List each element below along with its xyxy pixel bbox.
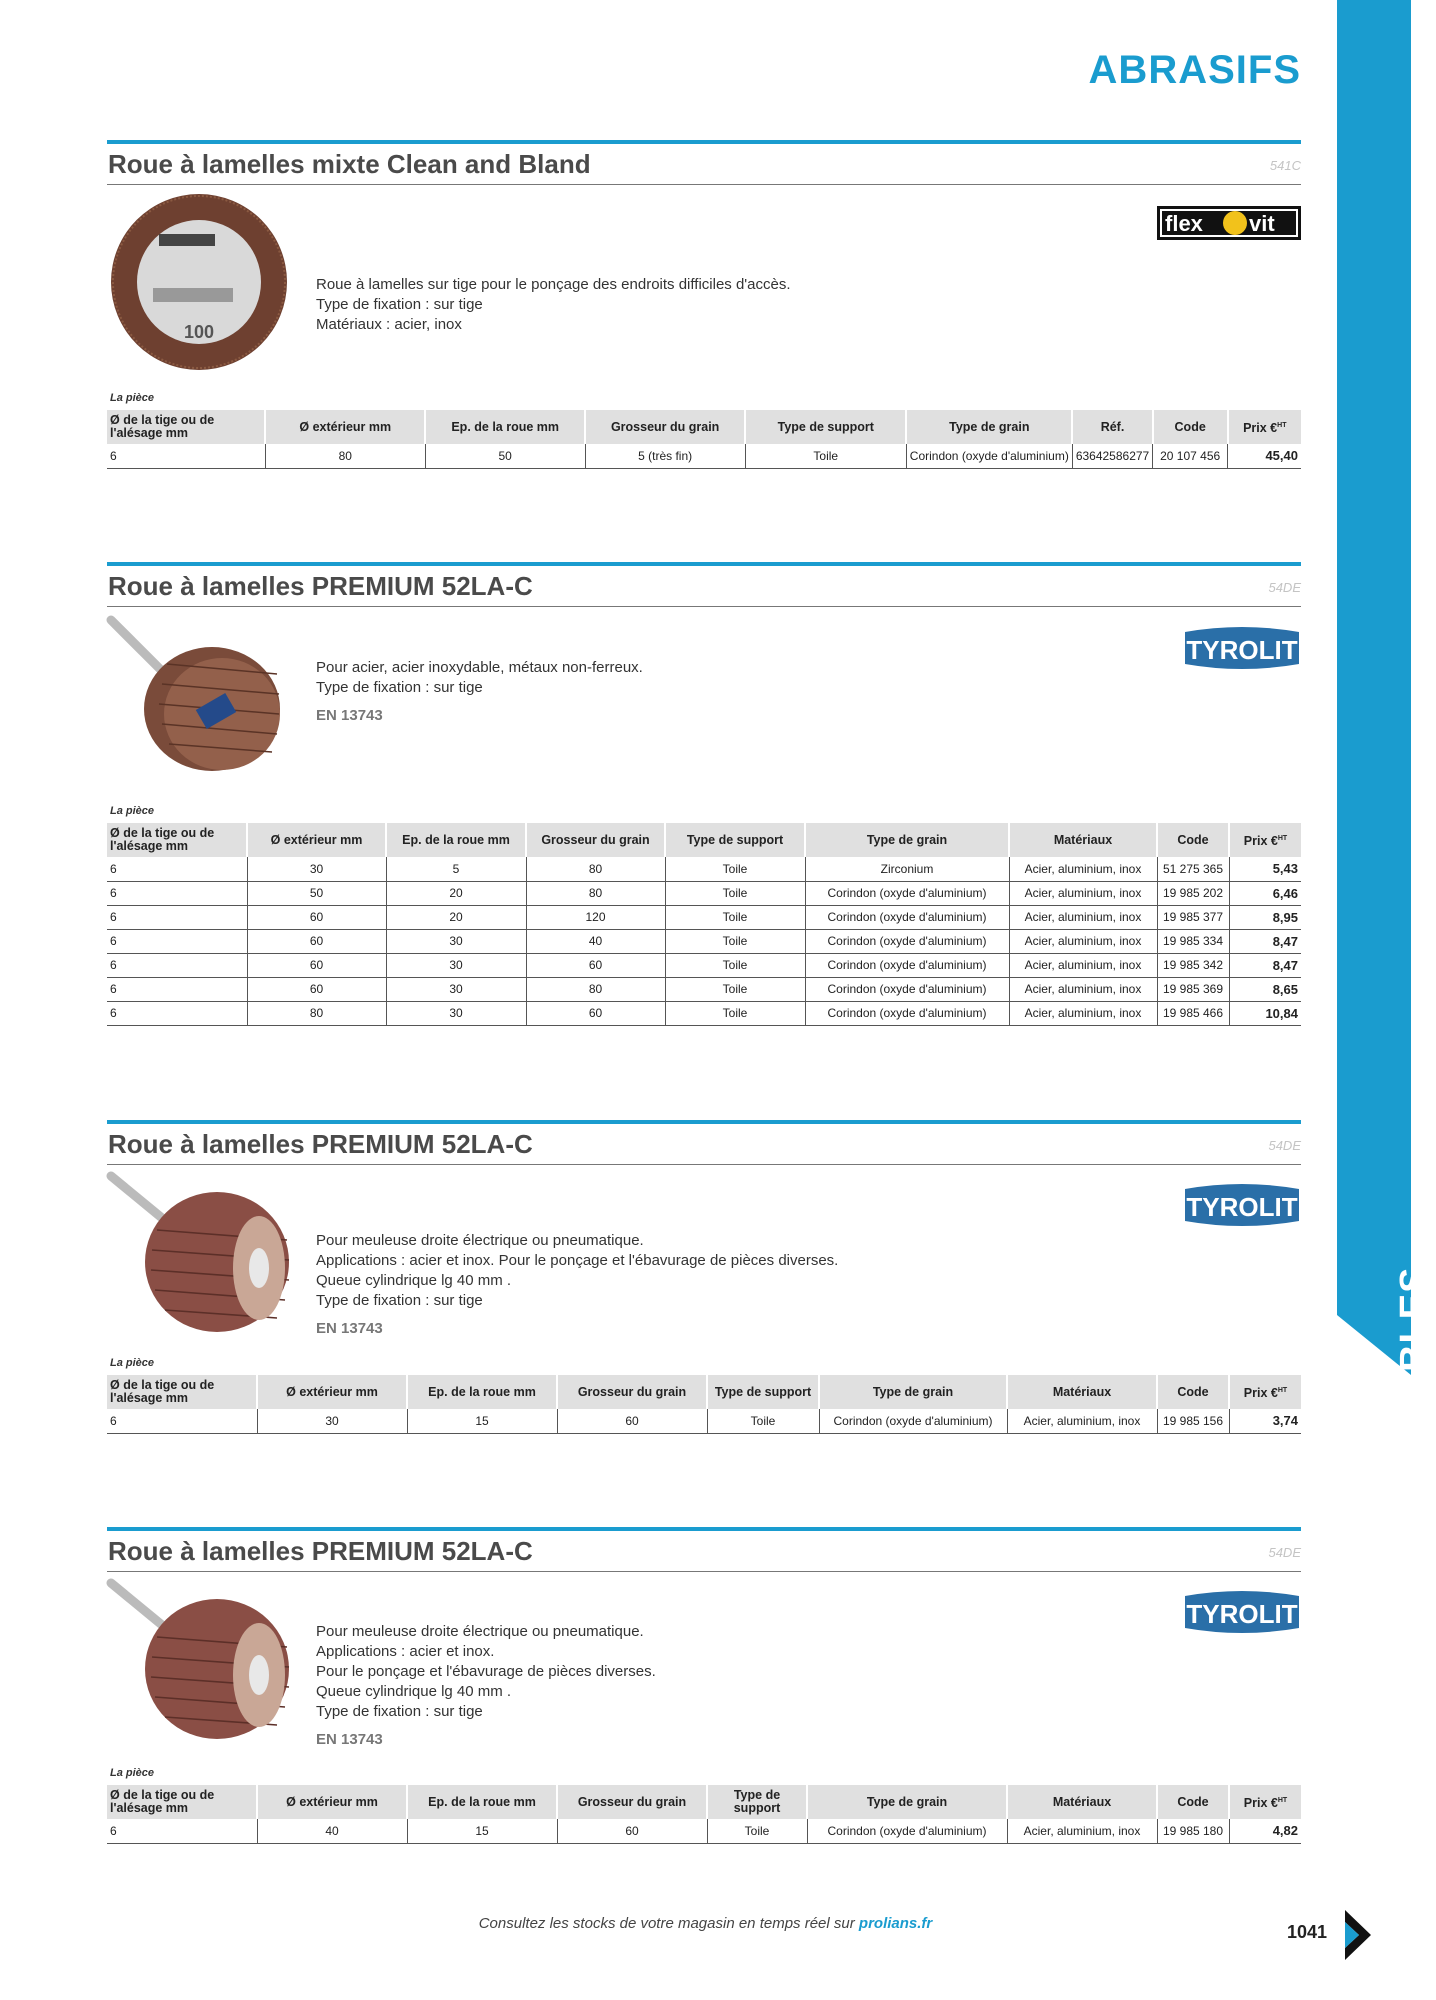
col-header: Ø de la tige ou de l'alésage mm — [107, 823, 247, 857]
cell: 19 985 202 — [1157, 881, 1229, 905]
standard-label: EN 13743 — [316, 1731, 383, 1748]
product-description — [316, 1622, 656, 1750]
footer-note — [0, 1915, 1411, 1932]
unit-label: La pièce — [110, 392, 155, 404]
standard-label: EN 13743 — [316, 1320, 383, 1337]
product-description — [316, 1231, 838, 1339]
cell: 20 107 456 — [1153, 444, 1228, 468]
svg-text:flex: flex — [1165, 211, 1203, 236]
cell: 6 — [107, 929, 247, 953]
cell: Zirconium — [805, 857, 1009, 881]
cell: 80 — [526, 977, 665, 1001]
col-header: Type de support — [707, 1375, 819, 1409]
cell: 6 — [107, 881, 247, 905]
cell: 30 — [386, 1001, 526, 1025]
product-section-4 — [107, 1527, 1301, 1867]
cell: Toile — [665, 929, 805, 953]
cell: 19 985 342 — [1157, 953, 1229, 977]
table-row — [107, 1001, 1301, 1025]
col-header: Matériaux — [1007, 1375, 1157, 1409]
col-header: Type de grain — [805, 823, 1009, 857]
cell: 60 — [557, 1819, 707, 1843]
cell: 30 — [247, 857, 386, 881]
table-row — [107, 857, 1301, 881]
cell: 19 985 377 — [1157, 905, 1229, 929]
table-row — [107, 953, 1301, 977]
flap-wheel-image — [109, 192, 289, 372]
standard-label: EN 13743 — [316, 707, 383, 724]
cell: 60 — [247, 977, 386, 1001]
page-number: 1041 — [1286, 1922, 1327, 1942]
section-code: 54DE — [1268, 1545, 1301, 1560]
cell: 19 985 180 — [1157, 1819, 1229, 1843]
section-header — [107, 144, 1301, 185]
product-section-1 — [107, 140, 1301, 480]
cell: 5 — [386, 857, 526, 881]
desc-line: Pour meuleuse droite électrique ou pneumatique. — [316, 1623, 644, 1640]
col-header: Ø de la tige ou de l'alésage mm — [107, 410, 265, 444]
product-table — [107, 1375, 1301, 1434]
col-header: Ep. de la roue mm — [407, 1375, 557, 1409]
product-table — [107, 410, 1301, 469]
cell: 40 — [526, 929, 665, 953]
cell: 6 — [107, 977, 247, 1001]
brand-text: TYROLIT — [1186, 1599, 1298, 1629]
cell: 80 — [247, 1001, 386, 1025]
col-header: Ep. de la roue mm — [386, 823, 526, 857]
product-table — [107, 823, 1301, 1026]
cell: Corindon (oxyde d'aluminium) — [805, 881, 1009, 905]
cell: Corindon (oxyde d'aluminium) — [805, 1001, 1009, 1025]
col-header: Prix €$^{HT}$ — [1229, 1375, 1301, 1409]
table-row — [107, 881, 1301, 905]
col-header: Type de grain — [819, 1375, 1007, 1409]
cell: 19 985 369 — [1157, 977, 1229, 1001]
tyrolit-logo — [1183, 626, 1301, 672]
cell: 30 — [386, 977, 526, 1001]
page-title: ABRASIFS — [1088, 48, 1301, 92]
desc-line: Type de fixation : sur tige — [316, 1292, 483, 1309]
cell: 120 — [526, 905, 665, 929]
cell: Corindon (oxyde d'aluminium) — [805, 953, 1009, 977]
cell: Acier, aluminium, inox — [1007, 1819, 1157, 1843]
product-section-3 — [107, 1120, 1301, 1450]
cell: 19 985 466 — [1157, 1001, 1229, 1025]
section-code: 54DE — [1268, 580, 1301, 595]
desc-line: Pour le ponçage et l'ébavurage de pièces diverses. — [316, 1663, 656, 1680]
section-title: Roue à lamelles PREMIUM 52LA-C — [108, 571, 533, 601]
col-header: Type de support — [745, 410, 906, 444]
product-description — [316, 275, 791, 335]
cell: 60 — [247, 929, 386, 953]
col-header: Type de support — [707, 1785, 807, 1819]
cell: 6 — [107, 905, 247, 929]
unit-label: La pièce — [110, 1767, 155, 1779]
price-cell: 6,46 — [1229, 881, 1301, 905]
col-header: Matériaux — [1007, 1785, 1157, 1819]
cell: 30 — [386, 953, 526, 977]
col-header: Réf. — [1072, 410, 1152, 444]
cell: 40 — [257, 1819, 407, 1843]
cell: 60 — [247, 905, 386, 929]
cell: Acier, aluminium, inox — [1009, 977, 1157, 1001]
cell: Acier, aluminium, inox — [1007, 1409, 1157, 1433]
cell: Toile — [665, 977, 805, 1001]
col-header: Ø extérieur mm — [265, 410, 425, 444]
desc-line: Applications : acier et inox. — [316, 1643, 495, 1660]
cell: 6 — [107, 857, 247, 881]
flap-wheel-image — [107, 614, 287, 784]
col-header: Code — [1157, 1785, 1229, 1819]
col-header: Grosseur du grain — [526, 823, 665, 857]
flap-wheel-image — [107, 1170, 297, 1345]
cell: 15 — [407, 1409, 557, 1433]
cell: Acier, aluminium, inox — [1009, 905, 1157, 929]
price-cell: 4,82 — [1229, 1819, 1301, 1843]
col-header: Type de grain — [807, 1785, 1007, 1819]
cell: 60 — [526, 1001, 665, 1025]
cell: 5 (très fin) — [585, 444, 745, 468]
sidebar-label: CONSOMMABLES — [1393, 1266, 1435, 1610]
section-header — [107, 566, 1301, 607]
desc-line: Pour acier, acier inoxydable, métaux non-ferreux. — [316, 659, 643, 676]
cell: Toile — [665, 881, 805, 905]
cell: Acier, aluminium, inox — [1009, 881, 1157, 905]
table-row — [107, 1819, 1301, 1843]
price-cell: 10,84 — [1229, 1001, 1301, 1025]
cell: Corindon (oxyde d'aluminium) — [805, 977, 1009, 1001]
col-header: Prix €$^{HT}$ — [1229, 823, 1301, 857]
cell: 50 — [425, 444, 585, 468]
section-header — [107, 1531, 1301, 1572]
svg-text:vit: vit — [1249, 211, 1275, 236]
desc-line: Queue cylindrique lg 40 mm . — [316, 1683, 512, 1700]
sidebar-tab — [1337, 0, 1411, 1315]
price-cell: 3,74 — [1229, 1409, 1301, 1433]
cell: 6 — [107, 444, 265, 468]
cell: 80 — [526, 857, 665, 881]
cell: Toile — [665, 905, 805, 929]
cell: Acier, aluminium, inox — [1009, 857, 1157, 881]
col-header: Grosseur du grain — [585, 410, 745, 444]
col-header: Ep. de la roue mm — [425, 410, 585, 444]
tyrolit-logo — [1183, 1183, 1301, 1229]
col-header: Ø extérieur mm — [247, 823, 386, 857]
col-header: Prix €$^{HT}$ — [1228, 410, 1301, 444]
desc-line: Queue cylindrique lg 40 mm . — [316, 1272, 512, 1289]
cell: Acier, aluminium, inox — [1009, 1001, 1157, 1025]
flap-wheel-image — [107, 1577, 297, 1752]
brand-text: TYROLIT — [1186, 1192, 1298, 1222]
table-row — [107, 905, 1301, 929]
table-row — [107, 977, 1301, 1001]
cell: Corindon (oxyde d'aluminium) — [805, 905, 1009, 929]
footer-text: Consultez les stocks de votre magasin en temps réel sur — [478, 1915, 855, 1932]
price-cell: 8,47 — [1229, 953, 1301, 977]
price-cell: 5,43 — [1229, 857, 1301, 881]
cell: Corindon (oxyde d'aluminium) — [807, 1819, 1007, 1843]
product-section-2 — [107, 562, 1301, 1042]
cell: 20 — [386, 881, 526, 905]
cell: 19 985 334 — [1157, 929, 1229, 953]
cell: Toile — [707, 1409, 819, 1433]
col-header: Type de grain — [906, 410, 1072, 444]
cell: 60 — [557, 1409, 707, 1433]
cell: 6 — [107, 953, 247, 977]
col-header: Ø extérieur mm — [257, 1785, 407, 1819]
col-header: Grosseur du grain — [557, 1375, 707, 1409]
cell: Corindon (oxyde d'aluminium) — [906, 444, 1072, 468]
price-cell: 8,95 — [1229, 905, 1301, 929]
cell: Toile — [665, 953, 805, 977]
table-row — [107, 1409, 1301, 1433]
cell: 60 — [526, 953, 665, 977]
cell: 50 — [247, 881, 386, 905]
product-description — [316, 658, 643, 726]
chevron-right-icon — [1341, 1908, 1375, 1962]
cell: 6 — [107, 1819, 257, 1843]
desc-line: Type de fixation : sur tige — [316, 1703, 483, 1720]
col-header: Ø de la tige ou de l'alésage mm — [107, 1375, 257, 1409]
tyrolit-logo — [1183, 1590, 1301, 1636]
cell: 63642586277 — [1072, 444, 1152, 468]
table-row — [107, 929, 1301, 953]
product-table — [107, 1785, 1301, 1844]
desc-line: Pour meuleuse droite électrique ou pneumatique. — [316, 1232, 644, 1249]
flexovit-logo — [1157, 206, 1301, 240]
col-header: Prix €$^{HT}$ — [1229, 1785, 1301, 1819]
desc-line: Applications : acier et inox. Pour le ponçage et l'ébavurage de pièces diverses. — [316, 1252, 839, 1269]
cell: 15 — [407, 1819, 557, 1843]
table-row — [107, 444, 1301, 468]
cell: 20 — [386, 905, 526, 929]
cell: Toile — [665, 857, 805, 881]
unit-label: La pièce — [110, 1357, 155, 1369]
cell: 80 — [265, 444, 425, 468]
unit-label: La pièce — [110, 805, 155, 817]
section-title: Roue à lamelles PREMIUM 52LA-C — [108, 1129, 533, 1159]
cell: 51 275 365 — [1157, 857, 1229, 881]
desc-line: Type de fixation : sur tige — [316, 296, 483, 313]
cell: 30 — [257, 1409, 407, 1433]
footer-link[interactable]: prolians.fr — [858, 1915, 933, 1932]
col-header: Code — [1157, 1375, 1229, 1409]
cell: 80 — [526, 881, 665, 905]
col-header: Code — [1157, 823, 1229, 857]
cell: Acier, aluminium, inox — [1009, 929, 1157, 953]
cell: 6 — [107, 1409, 257, 1433]
price-cell: 45,40 — [1228, 444, 1301, 468]
section-header — [107, 1124, 1301, 1165]
col-header: Code — [1153, 410, 1228, 444]
cell: 60 — [247, 953, 386, 977]
cell: Toile — [707, 1819, 807, 1843]
section-code: 54DE — [1268, 1138, 1301, 1153]
wheel-grit-label: 100 — [183, 322, 215, 342]
col-header: Ep. de la roue mm — [407, 1785, 557, 1819]
cell: 30 — [386, 929, 526, 953]
col-header: Matériaux — [1009, 823, 1157, 857]
cell: Acier, aluminium, inox — [1009, 953, 1157, 977]
cell: Corindon (oxyde d'aluminium) — [819, 1409, 1007, 1433]
desc-line: Matériaux : acier, inox — [316, 316, 462, 333]
col-header: Grosseur du grain — [557, 1785, 707, 1819]
col-header: Type de support — [665, 823, 805, 857]
col-header: Ø de la tige ou de l'alésage mm — [107, 1785, 257, 1819]
cell: 19 985 156 — [1157, 1409, 1229, 1433]
desc-line: Roue à lamelles sur tige pour le ponçage des endroits difficiles d'accès. — [316, 276, 791, 293]
cell: 6 — [107, 1001, 247, 1025]
section-title: Roue à lamelles PREMIUM 52LA-C — [108, 1536, 533, 1566]
brand-text: TYROLIT — [1186, 635, 1298, 665]
section-title: Roue à lamelles mixte Clean and Bland — [108, 149, 591, 179]
cell: Corindon (oxyde d'aluminium) — [805, 929, 1009, 953]
col-header: Ø extérieur mm — [257, 1375, 407, 1409]
cell: Toile — [745, 444, 906, 468]
price-cell: 8,47 — [1229, 929, 1301, 953]
desc-line: Type de fixation : sur tige — [316, 679, 483, 696]
price-cell: 8,65 — [1229, 977, 1301, 1001]
section-code: 541C — [1269, 158, 1301, 173]
cell: Toile — [665, 1001, 805, 1025]
